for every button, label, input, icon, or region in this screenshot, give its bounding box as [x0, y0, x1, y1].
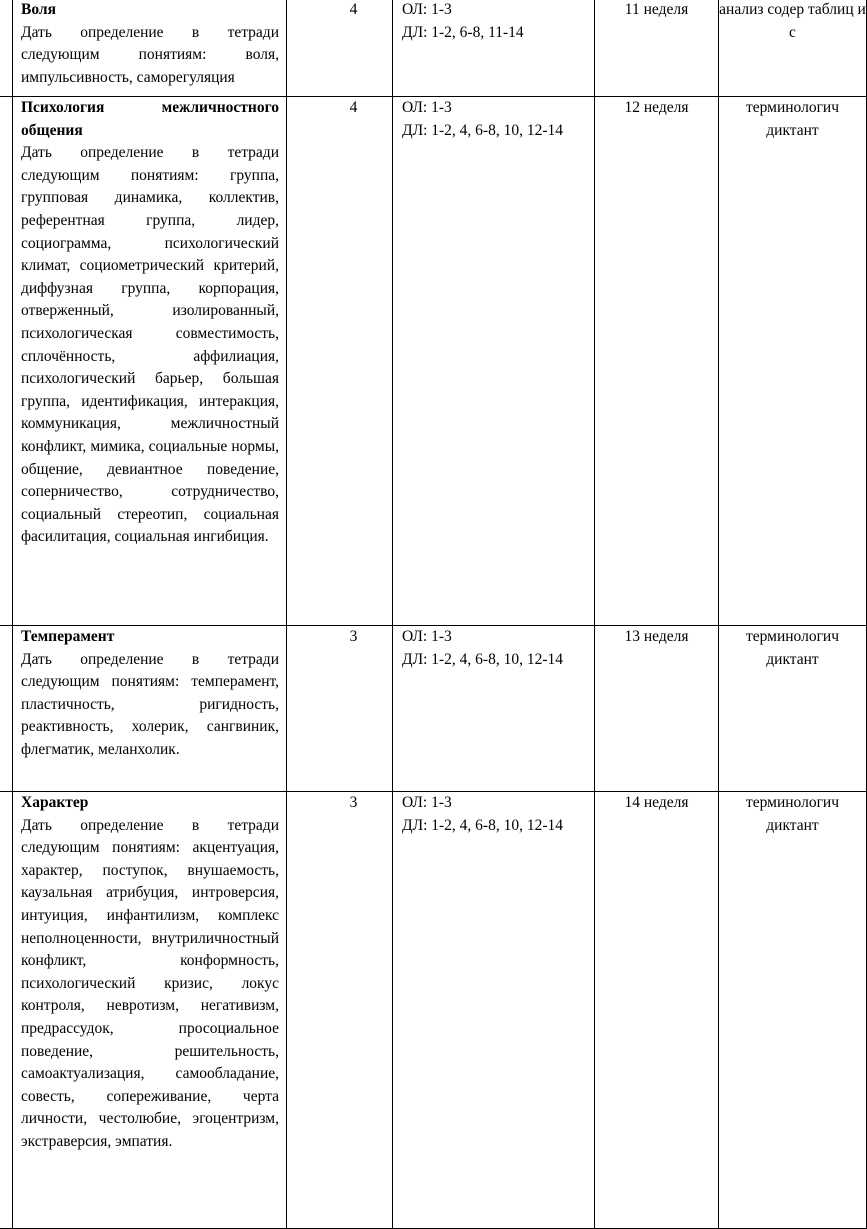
table-row: [0, 792, 867, 1229]
week-cell: 13 неделя: [595, 626, 719, 792]
control-form-cell: анализ содер таблиц и с: [719, 0, 867, 97]
topic-title: Воля: [21, 1, 56, 18]
literature-main: ОЛ: 1-3: [402, 794, 452, 811]
week-cell: 12 неделя: [595, 97, 719, 626]
hours-cell: [287, 626, 393, 792]
topic-description: Дать определение в тетради следующим понятиям: группа, групповая динамика, коллектив, референтная группа, лидер, социограмма, психологический климат, социометрический критерий, диффузная группа, корпорация, отверженный, изолированный, психологическая совместимость, сплочённость, аффилиация, психологический барьер, большая группа, идентификация, интеракция, коммуникация, межличностный конфликт, мимика, социальные нормы, общение, девиантное поведение, соперничество, сотрудничество, социальный стереотип, социальная фасилитация, социальная ингибиция.: [21, 144, 279, 546]
topic-cell: [13, 792, 287, 1229]
row-number: [0, 626, 13, 792]
control-form-cell: терминологич диктант: [719, 97, 867, 626]
hours-value: 3: [349, 794, 358, 811]
topic-cell: [13, 0, 287, 97]
literature-extra: ДЛ: 1-2, 6-8, 11-14: [402, 23, 524, 41]
table-row: [0, 97, 867, 626]
week-cell: 11 неделя: [595, 0, 719, 97]
hours-cell: [287, 792, 393, 1229]
topic-cell: [13, 626, 287, 792]
row-number: [0, 0, 13, 97]
topic-title: Характер: [21, 794, 89, 811]
literature-cell: [393, 792, 595, 1229]
table-row: [0, 0, 867, 97]
control-form-cell: терминологич диктант: [719, 626, 867, 792]
literature-cell: [393, 97, 595, 626]
literature-extra: ДЛ: 1-2, 4, 6-8, 10, 12-14: [402, 816, 564, 834]
hours-cell: [287, 0, 393, 97]
hours-cell: [287, 97, 393, 626]
topic-description: Дать определение в тетради следующим понятиям: темперамент, пластичность, ригидность, реактивность, холерик, сангвиник, флегматик, меланхолик.: [21, 650, 279, 758]
literature-main: ОЛ: 1-3: [402, 99, 452, 116]
control-form-cell: терминологич диктант: [719, 792, 867, 1229]
hours-value: 4: [349, 1, 358, 18]
literature-extra: ДЛ: 1-2, 4, 6-8, 10, 12-14: [402, 650, 564, 668]
week-cell: 14 неделя: [595, 792, 719, 1229]
topic-description: Дать определение в тетради следующим понятиям: воля, импульсивность, саморегуляция: [21, 23, 279, 86]
table-row: [0, 626, 867, 792]
row-number: [0, 97, 13, 626]
literature-cell: [393, 626, 595, 792]
hours-value: 3: [349, 628, 358, 645]
literature-cell: [393, 0, 595, 97]
topic-title: Темперамент: [21, 628, 115, 645]
topic-cell: [13, 97, 287, 626]
row-number: [0, 792, 13, 1229]
hours-value: 4: [349, 99, 358, 116]
literature-extra: ДЛ: 1-2, 4, 6-8, 10, 12-14: [402, 121, 564, 139]
topic-description: Дать определение в тетради следующим понятиям: акцентуация, характер, поступок, внушаемость, каузальная атрибуция, интроверсия, интуиция, инфантилизм, комплекс неполноценности, внутриличностный конфликт, конформность, психологический кризис, локус контроля, невротизм, негативизм, предрассудок, просоциальное поведение, решительность, самоактуализация, самообладание, совесть, сопереживание, черта личности, честолюбие, эгоцентризм, экстраверсия, эмпатия.: [21, 816, 279, 1150]
literature-main: ОЛ: 1-3: [402, 1, 452, 18]
literature-main: ОЛ: 1-3: [402, 628, 452, 645]
topic-title: Психология межличностного общения: [21, 99, 279, 139]
